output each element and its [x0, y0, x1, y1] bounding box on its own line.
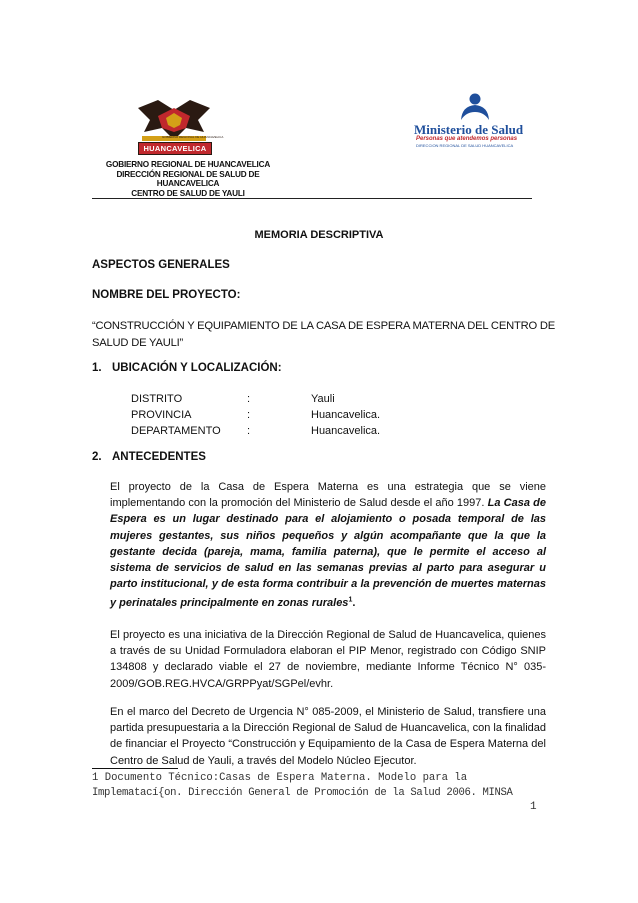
org-line-3: CENTRO DE SALUD DE YAULI	[131, 188, 245, 198]
paragraph-1-definition: La Casa de Espera es un lugar destinado para el alojamiento o posada temporal de las mujeres gestantes, sus niños pequeños y algún acompañante que la que la gestante decida (pareja, mama, familia paterna), que le permite el acceso al sistema de servicios de salud en las semanas previas al parto para asegurar u parto institucional, y de esta forma contribuir a la prevención de muertes maternas y perinatales principalmente en zonas rurales	[110, 497, 546, 610]
section-1-title: UBICACIÓN Y LOCALIZACIÓN:	[112, 362, 282, 374]
section-2-number: 2.	[92, 451, 102, 463]
org-line-2: DIRECCIÓN REGIONAL DE SALUD DE HUANCAVELICA	[116, 169, 260, 188]
document-title: MEMORIA DESCRIPTIVA	[254, 229, 384, 241]
org-line-1: GOBIERNO REGIONAL DE HUANCAVELICA	[105, 160, 271, 169]
location-sep: :	[247, 425, 251, 437]
location-value: Yauli	[311, 393, 335, 405]
ministerio-title: Ministerio de Salud	[414, 122, 524, 137]
page-number: 1	[530, 801, 537, 813]
aspects-heading: ASPECTOS GENERALES	[92, 259, 230, 271]
crest-small-caption: GOBIERNO REGIONAL DE HUANCAVELICA	[162, 135, 224, 139]
paragraph-1-end: .	[352, 597, 356, 610]
location-value: Huancavelica.	[311, 409, 381, 421]
header-divider	[92, 198, 532, 199]
section-2-title: ANTECEDENTES	[112, 451, 206, 463]
project-name-line-1: “CONSTRUCCIÓN Y EQUIPAMIENTO DE LA CASA DE ESPERA MATERNA DEL CENTRO DE	[92, 320, 556, 332]
location-label: PROVINCIA	[131, 409, 192, 421]
location-sep: :	[247, 393, 251, 405]
antecedentes-paragraph-2: El proyecto es una iniciativa de la Dirección Regional de Salud de Huancavelica, quienes a través de su Unidad Formuladora elaboran el PIP Menor, registrado con Código SNIP 134808 y declarado viable el 27 de noviembre, mediante Informe Técnico N° 035-2009/GOB.REG.HVCA/GRPPyat/SGPel/evhr.	[110, 629, 546, 690]
section-1-heading	[92, 362, 282, 374]
antecedentes-paragraph-3: En el marco del Decreto de Urgencia N° 085-2009, el Ministerio de Salud, transfiere una partida presupuestaria a la Dirección Regional de Salud de Huancavelica, con la finalidad de financiar el Proyecto “Construcción y Equipamiento de la Casa de Espera Materna del Centro de Salud de Yauli, a través del Modelo Núcleo Ejecutor.	[110, 706, 546, 767]
section-2-heading	[92, 451, 206, 463]
location-label: DISTRITO	[131, 393, 183, 405]
footnote-divider	[92, 768, 178, 769]
footnote-line-1: 1 Documento Técnico:Casas de Espera Materna. Modelo para la	[92, 772, 468, 784]
antecedentes-paragraph-1	[110, 479, 546, 611]
location-sep: :	[247, 409, 251, 421]
project-name	[92, 318, 555, 351]
regional-government-logo	[128, 98, 224, 156]
ministerio-logo	[414, 92, 532, 152]
section-1-number: 1.	[92, 362, 102, 374]
header-organization	[88, 160, 288, 198]
ministerio-tagline: Personas que atendemos personas	[416, 136, 518, 142]
location-label: DEPARTAMENTO	[131, 425, 221, 437]
people-icon	[458, 92, 492, 122]
footnote	[92, 771, 550, 801]
ministerio-subtitle: DIRECCION REGIONAL DE SALUD HUANCAVELICA	[416, 143, 514, 148]
crest-banner: HUANCAVELICA	[138, 142, 212, 155]
footnote-line-2: Implematací{on. Dirección General de Promoción de la Salud 2006. MINSA	[92, 787, 513, 799]
project-name-label: NOMBRE DEL PROYECTO:	[92, 289, 241, 301]
project-name-line-2: SALUD DE YAULI”	[92, 336, 184, 349]
footnote-ref: 1	[348, 596, 353, 604]
location-value: Huancavelica.	[311, 425, 381, 437]
paragraph-1-text: El proyecto de la Casa de Espera Materna es una estrategia que se viene implementando con la promoción del Ministerio de Salud desde el año 1997.	[110, 481, 546, 510]
